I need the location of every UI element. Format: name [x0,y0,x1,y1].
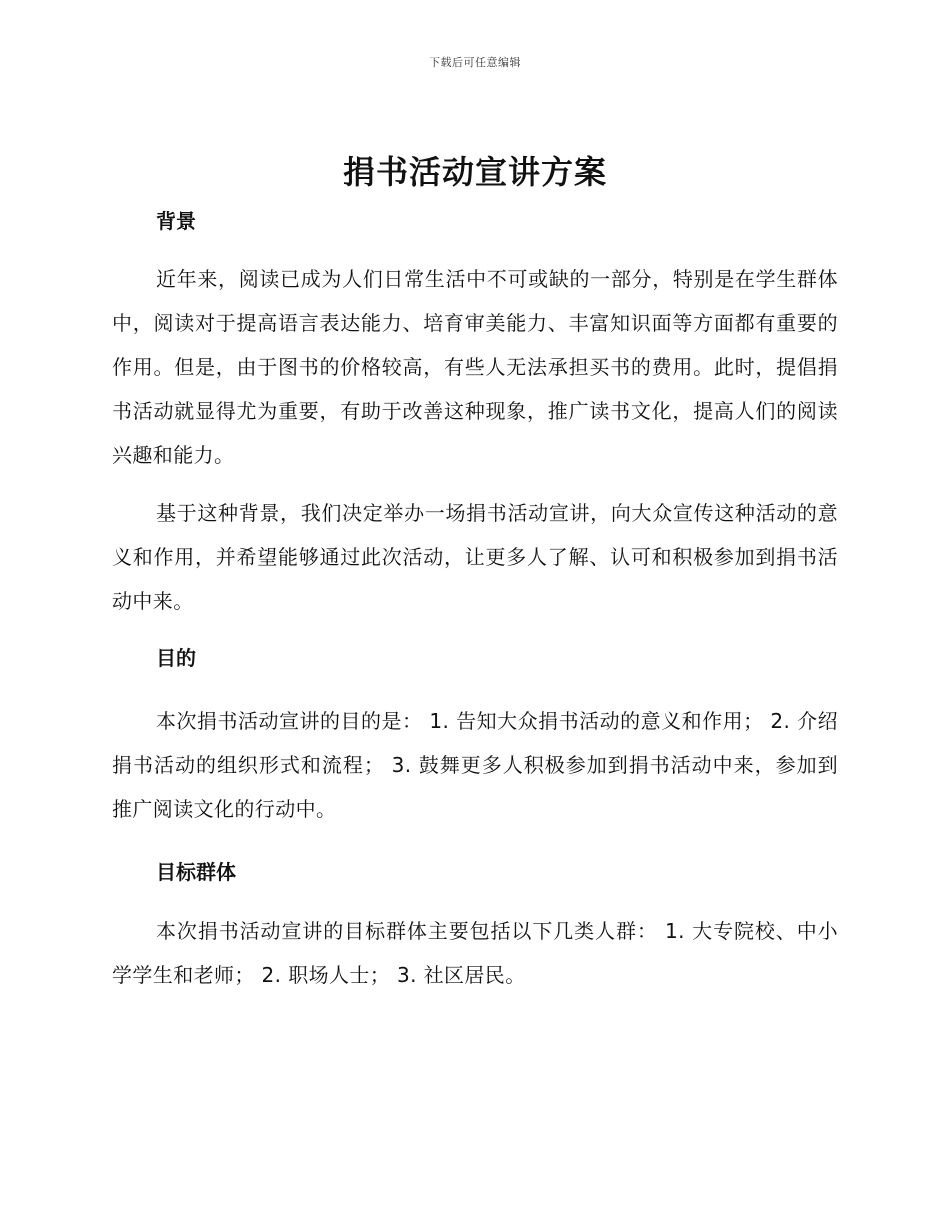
section-heading-target-audience: 目标群体 [156,860,236,884]
document-title: 捐书活动宣讲方案 [342,153,607,191]
document-body [112,200,838,997]
section-heading-purpose: 目的 [156,646,196,670]
section-heading-background: 背景 [156,209,196,233]
paragraph-purpose: 本次捐书活动宣讲的目的是： 1. 告知大众捐书活动的意义和作用； 2. 介绍捐书活动的组织形式和流程； 3. 鼓舞更多人积极参加到捐书活动中来，参加到推广阅读文化的行动中。 [112,709,838,821]
paragraph-background-2: 基于这种背景，我们决定举办一场捐书活动宣讲，向大众宣传这种活动的意义和作用，并希望能够通过此次活动，让更多人了解、认可和积极参加到捐书活动中来。 [112,501,838,613]
paragraph-target-audience: 本次捐书活动宣讲的目标群体主要包括以下几类人群： 1. 大专院校、中小学学生和老师； 2. 职场人士； 3. 社区居民。 [112,919,838,987]
paragraph-background-1: 近年来，阅读已成为人们日常生活中不可或缺的一部分，特别是在学生群体中，阅读对于提高语言表达能力、培育审美能力、丰富知识面等方面都有重要的作用。但是，由于图书的价格较高，有些人无法承担买书的费用。此时，提倡捐书活动就显得尤为重要，有助于改善这种现象，推广读书文化，提高人们的阅读兴趣和能力。 [112,267,838,467]
page-header-note: 下载后可任意编辑 [429,56,521,69]
